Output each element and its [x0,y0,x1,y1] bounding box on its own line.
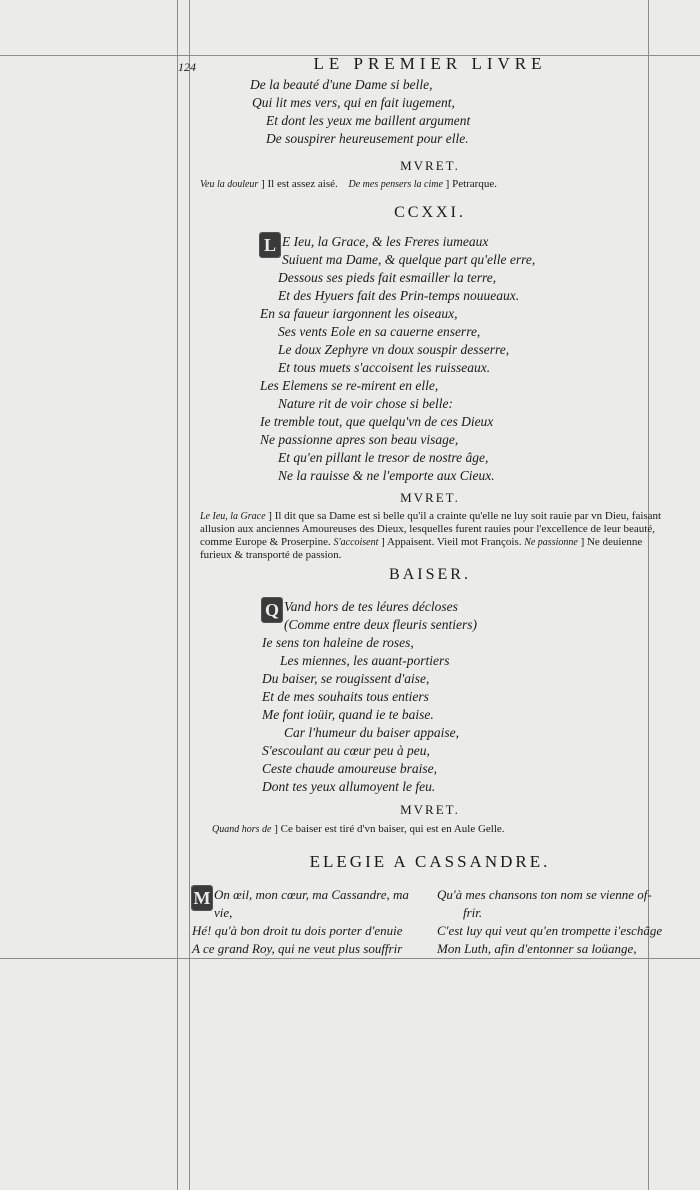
note-line: allusion aux anciennes Amoureuses des Dieux, lesquelles furent rauies pour l'excellence de leur beauté, [200,523,655,535]
verse-line: Ne la rauisse & ne l'emporte aux Cieux. [278,468,495,483]
verse-line: Car l'humeur du baiser appaise, [284,725,460,740]
verse-line-first [192,886,409,908]
verse-line: Et de mes souhaits tous entiers [262,689,429,704]
note-line [200,536,660,549]
verse-line: Et dont les yeux me baillent argument [266,113,471,128]
verse-line: Et des Hyuers fait des Prin-temps nouueaux. [278,288,520,303]
note-text: comme Europe & Proserpine. [200,536,331,548]
note-lemma: De mes pensers la cime [348,179,443,190]
folio-number: 124 [178,60,196,74]
poem-title-elegie: ELEGIE A CASSANDRE. [309,852,551,871]
sonnet-number-ccxxi: CCXXI. [394,204,466,221]
verse-line: Dessous ses pieds fait esmailler la terre, [278,270,497,285]
verse-line: C'est luy qui veut qu'en trompette i'eschãge [437,923,663,938]
verse-line: Suiuent ma Dame, & quelque part qu'elle erre, [282,252,536,267]
verse-line: (Comme entre deux fleuris sentiers) [284,617,477,632]
commentary-note-2 [200,510,660,562]
note-text: ] Il dit que sa Dame est si belle qu'il a crainte qu'elle ne luy soit rauie par vn Dieu, faisant [268,510,662,522]
note-text: ] Ne deuienne [580,536,643,548]
verse-line: Mon Luth, afin d'entonner sa loüange, [437,941,637,956]
verse-line: Hé! qu'à bon droit tu dois porter d'enuie [192,923,403,938]
poem-title-baiser: BAISER. [389,566,471,583]
note-text: ] Il est assez aisé. [261,178,338,190]
verse-line: Ceste chaude amoureuse braise, [262,761,437,776]
drop-cap-l: L [260,233,280,257]
verse-line: Dont tes yeux allumoyent le feu. [262,779,436,794]
commentary-note-1 [200,178,497,191]
verse-line: A ce grand Roy, qui ne veut plus souffrir [192,941,403,956]
verse-line: Ie sens ton haleine de roses, [262,635,414,650]
left-margin-rule [177,0,178,1190]
muret-heading-2: MVRET. [400,490,460,505]
muret-heading-3: MVRET. [400,802,460,817]
note-text: ] Appaisent. Vieil mot François. [381,536,522,548]
elegie-right-column [437,886,662,958]
verse-line: Qui lit mes vers, qui en fait iugement, [252,95,455,110]
verse-line: On œil, mon cœur, ma Cassandre, ma [214,887,409,902]
note-lemma: Ne passionne [524,537,578,548]
note-text: ] Ce baiser est tiré d'vn baiser, qui est en Aule Gelle. [274,823,505,835]
verse-line: De la beauté d'une Dame si belle, [250,77,433,92]
drop-cap-m: M [193,888,211,908]
verse-line-first [260,233,535,255]
verse-line: vie, [214,905,233,920]
verse-line: E Ieu, la Grace, & les Freres iumeaux [282,234,489,249]
sonnet-ccxxi [260,233,535,485]
verse-line: frir. [463,905,483,920]
note-lemma: Veu la douleur [200,179,259,190]
verse-line: Les miennes, les auant-portiers [280,653,450,668]
verse-line: Vand hors de tes léures décloses [284,599,458,614]
verse-line: Du baiser, se rougissent d'aise, [262,671,430,686]
inner-left-rule [189,0,190,1190]
verse-line: Ne passionne apres son beau visage, [260,432,459,447]
verse-line: En sa faueur iargonnent les oiseaux, [260,306,458,321]
muret-heading-1: MVRET. [400,158,460,173]
right-margin-rule [648,0,649,1190]
verse-line: Les Elemens se re-mirent en elle, [260,378,439,393]
verse-line: Le doux Zephyre vn doux souspir desserre, [278,342,510,357]
note-lemma: S'accoisent [333,537,379,548]
poem-baiser [262,598,477,796]
verse-line: Ses vents Eole en sa cauerne enserre, [278,324,481,339]
verse-line: Nature rit de voir chose si belle: [278,396,453,411]
verse-line: Et tous muets s'accoisent les ruisseaux. [278,360,491,375]
note-lemma: Quand hors de [212,824,272,835]
verse-line: Me font ioüir, quand ie te baise. [262,707,434,722]
commentary-note-3 [212,823,505,836]
note-lemma: Le Ieu, la Grace [200,511,266,522]
running-head: LE PREMIER LIVRE [313,54,547,73]
verse-line: Qu'à mes chansons ton nom se vienne of- [437,887,652,902]
note-line [200,510,660,523]
drop-cap-q: Q [262,598,282,622]
verse-line: Et qu'en pillant le tresor de nostre âge, [278,450,489,465]
note-line: furieux & transporté de passion. [200,549,342,561]
sonnet-end [250,76,470,148]
verse-line: Ie tremble tout, que quelqu'vn de ces Dieux [260,414,494,429]
verse-line: De souspirer heureusement pour elle. [266,131,469,146]
verse-line: S'escoulant au cœur peu à peu, [262,743,430,758]
note-text: ] Petrarque. [445,178,497,190]
verse-line-first [262,598,477,620]
elegie-left-column [192,886,409,958]
bottom-rule [0,958,700,959]
